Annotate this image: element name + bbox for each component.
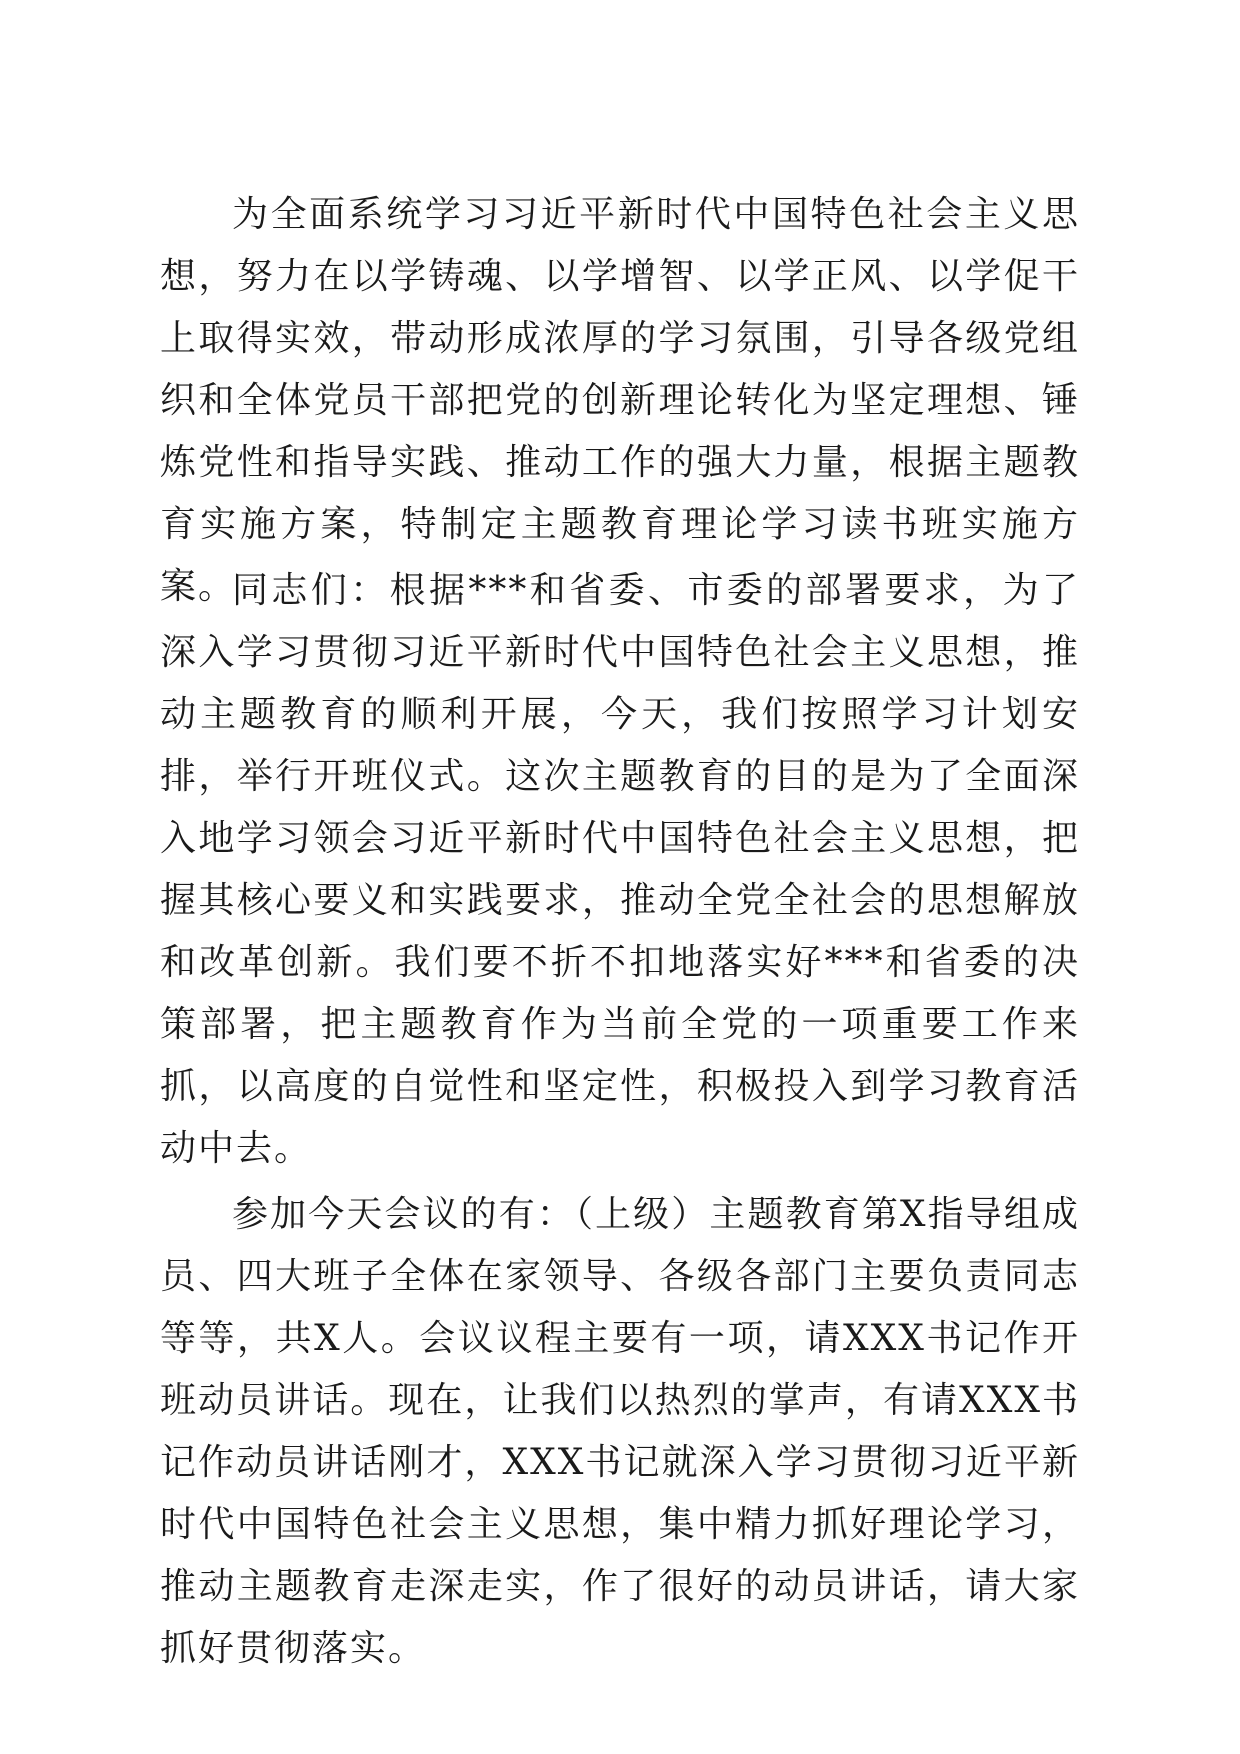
- paragraph-intro: 为全面系统学习习近平新时代中国特色社会主义思想，努力在以学铸魂、以学增智、以学正风、以学促干上取得实效，带动形成浓厚的学习氛围，引导各级党组织和全体党员干部把党的创新理论转化为坚定理想、锤炼党性和指导实践、推动工作的强大力量，根据主题教育实施方案，特制定主题教育理论学习读书班实施方案。: [160, 194, 1080, 607]
- paragraph-attendees-agenda: 参加今天会议的有：（上级）主题教育第X指导组成员、四大班子全体在家领导、各级各部门主要负责同志等等，共X人。会议议程主要有一项，请XXX书记作开班动员讲话。现在，让我们以热烈的掌声，有请XXX书记作动员讲话刚才，XXX书记就深入学习贯彻习近平新时代中国特色社会主义思想，集中精力抓好理论学习，推动主题教育走深走实，作了很好的动员讲话，请大家抓好贯彻落实。: [160, 1194, 1080, 1669]
- paragraph-opening-remarks: 同志们：根据***和省委、市委的部署要求，为了深入学习贯彻习近平新时代中国特色社会主义思想，推动主题教育的顺利开展，今天，我们按照学习计划安排，举行开班仪式。这次主题教育的目的是为了全面深入地学习领会习近平新时代中国特色社会主义思想，把握其核心要义和实践要求，推动全党全社会的思想解放和改革创新。我们要不折不扣地落实好***和省委的决策部署，把主题教育作为当前全党的一项重要工作来抓，以高度的自觉性和坚定性，积极投入到学习教育活动中去。: [160, 570, 1080, 1169]
